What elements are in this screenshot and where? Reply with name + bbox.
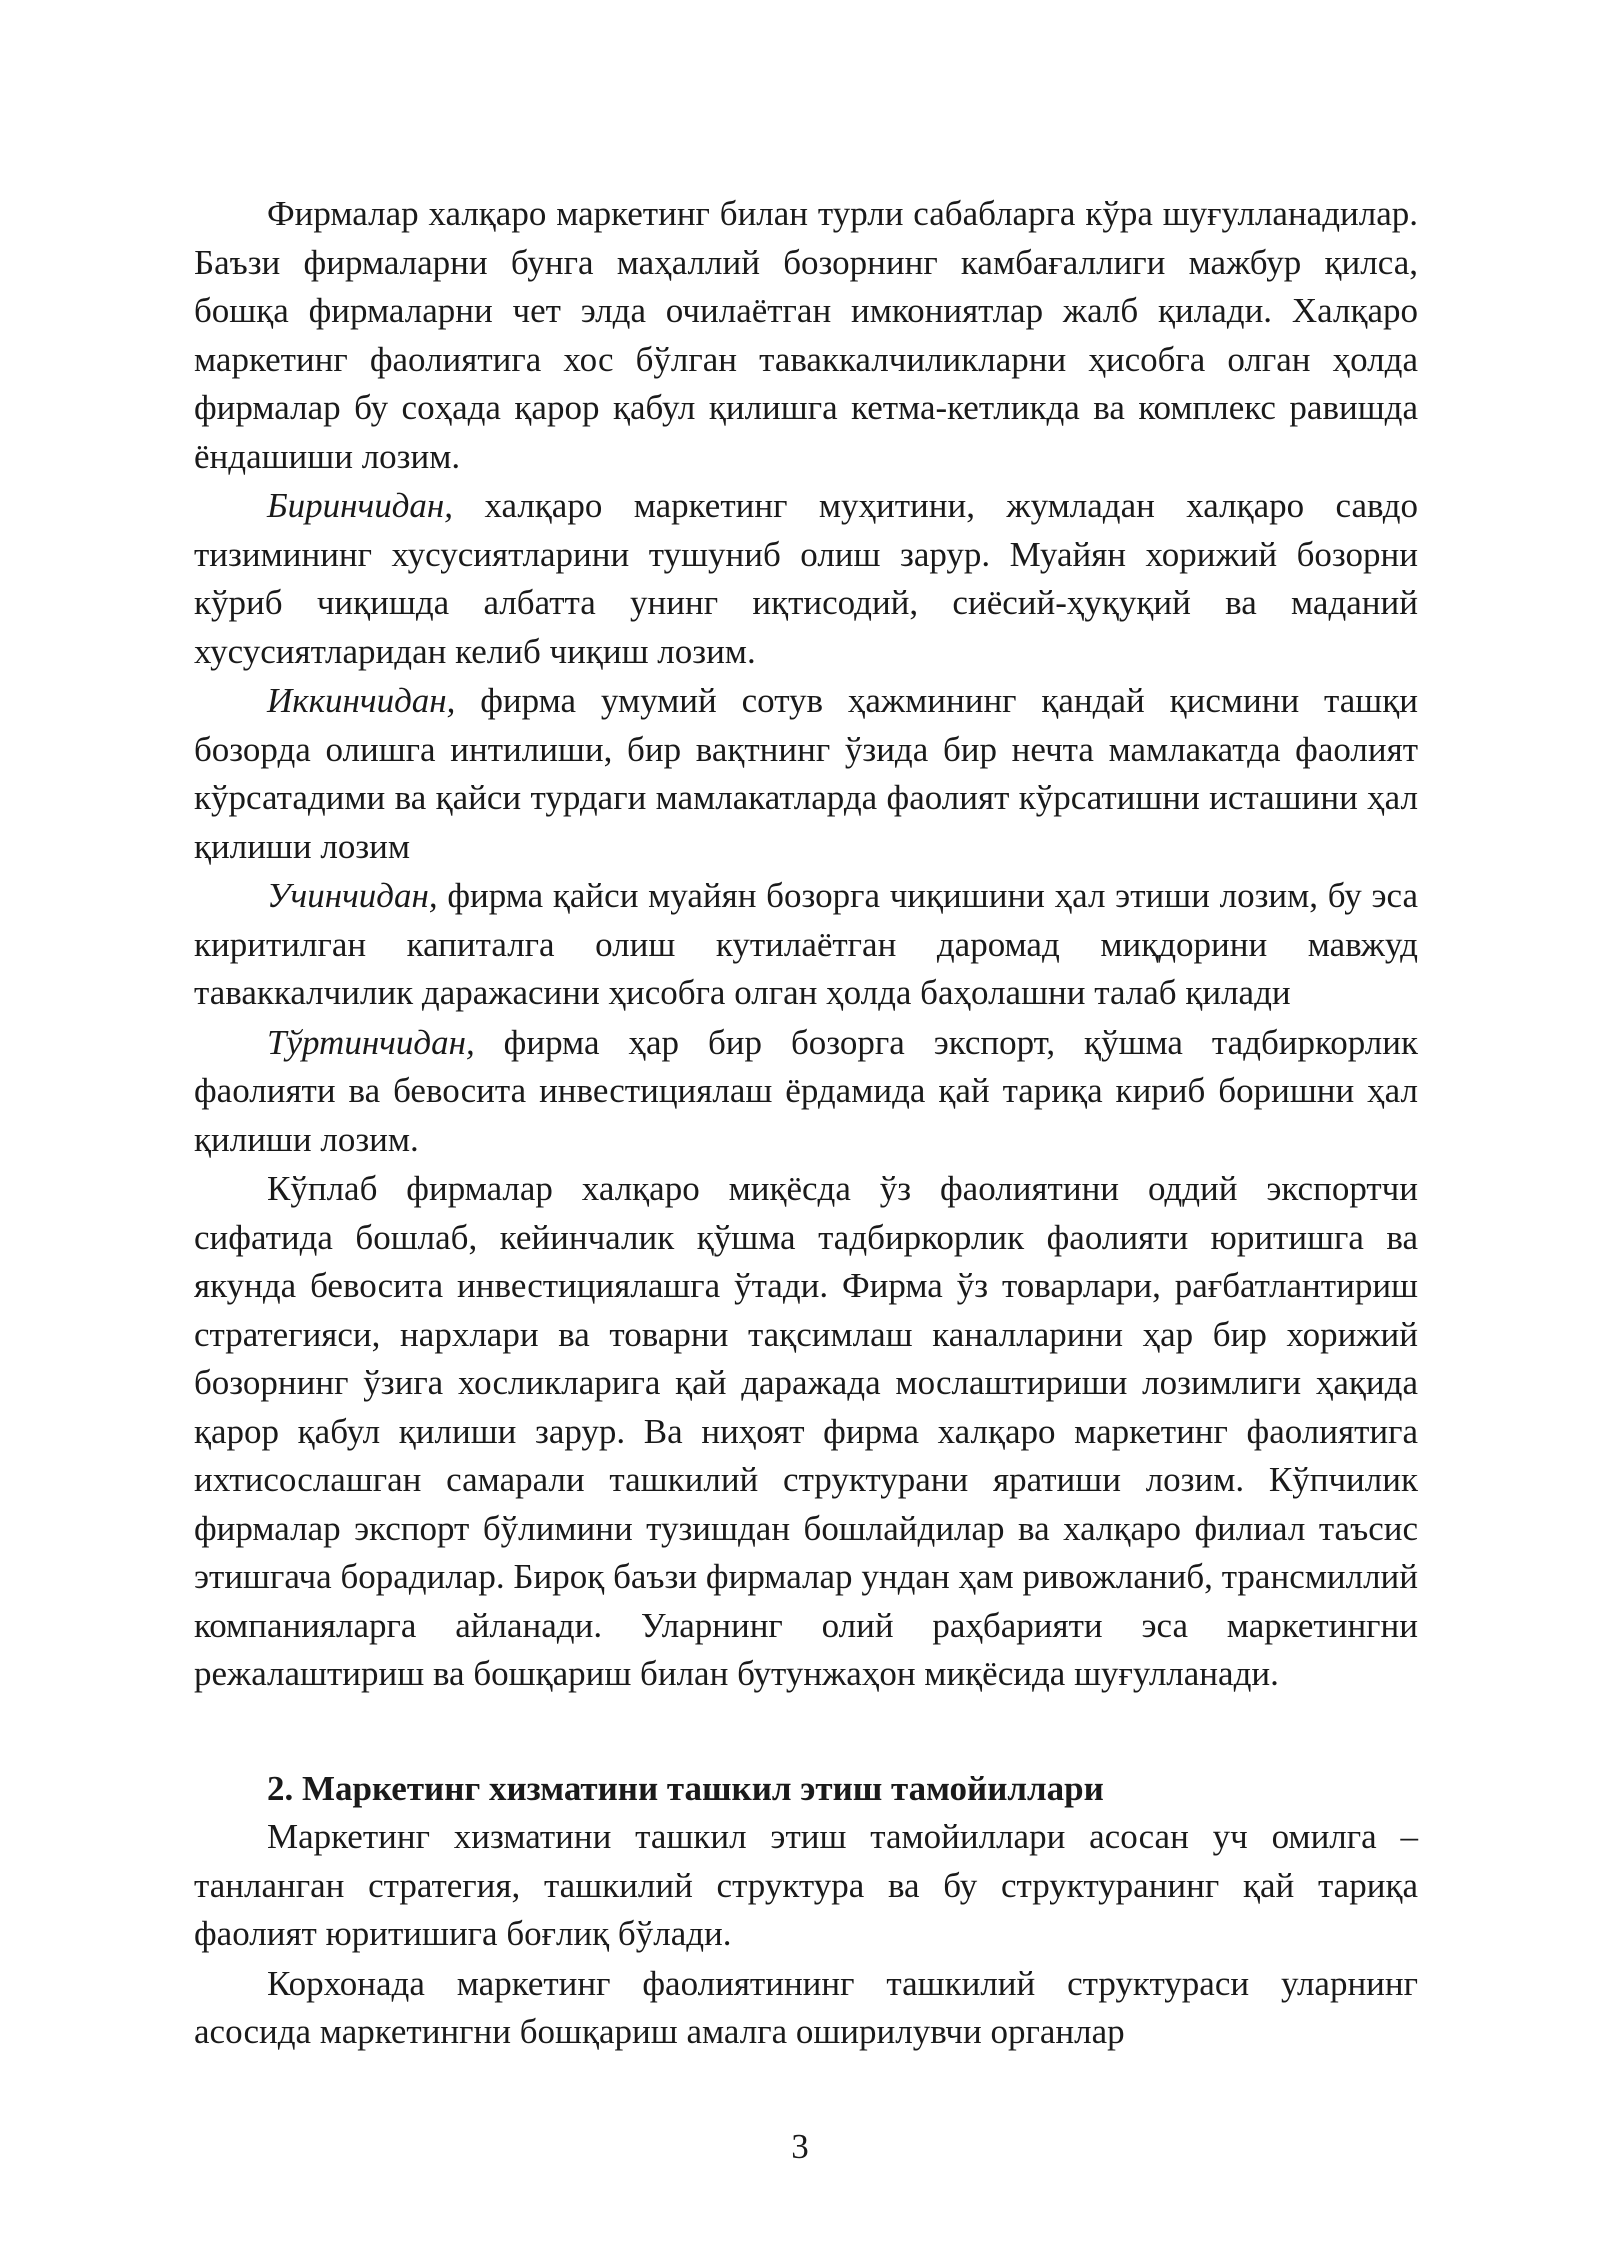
paragraph-lead: Иккинчидан,	[267, 681, 456, 720]
paragraph-text: фирма ҳар бир бозорга экспорт, қўшма тадбиркорлик фаолияти ва бевосита инвестициялаш ёрдамида қай тариқа кириб боришни ҳал қилиши лозим.	[194, 1022, 1418, 1159]
paragraph-text: Корхонада маркетинг фаолиятининг ташкилий структураси уларнинг асосида маркетингни бошқариш амалга оширилувчи органлар	[194, 1963, 1418, 2051]
paragraph-text: Фирмалар халқаро маркетинг билан турли сабабларга кўра шуғулланадилар. Баъзи фирмаларни бунга маҳаллий бозорнинг камбағаллиги мажбур қилса, бошқа фирмаларни чет элда очилаётган имкониятлар жалб қилади. Халқаро маркетинг фаолиятига хос бўлган таваккалчиликларни ҳисобга олган ҳолда фирмалар бу соҳада қарор қабул қилишга кетма-кетликда ва комплекс равишда ёндашиши лозим.	[194, 194, 1418, 476]
paragraph-third	[194, 872, 1418, 1018]
document-page	[194, 190, 1418, 2057]
paragraph-structure	[194, 1960, 1418, 2057]
paragraph-intro	[194, 190, 1418, 481]
paragraph-second	[194, 677, 1418, 871]
paragraph-first	[194, 482, 1418, 676]
paragraph-many-firms	[194, 1165, 1418, 1699]
paragraph-text: фирма умумий сотув ҳажмининг қандай қисмини ташқи бозорда олишга интилиши, бир вақтнинг ўзида бир нечта мамлакатда фаолият кўрсатадими ва қайси турдаги мамлакатларда фаолият кўрсатишни исташини ҳал қилиши лозим	[194, 681, 1418, 866]
paragraph-text: Кўплаб фирмалар халқаро миқёсда ўз фаолиятини оддий экспортчи сифатида бошлаб, кейинчалик қўшма тадбиркорлик фаолияти юритишга ва якунда бевосита инвестициялашга ўтади. Фирма ўз товарлари, рағбатлантириш стратегияси, нархлари ва товарни тақсимлаш каналларини ҳар бир хорижий бозорнинг ўзига хосликларига қай даражада мослаштириши лозимлиги ҳақида қарор қабул қилиши зарур. Ва ниҳоят фирма халқаро маркетинг фаолиятига ихтисослашган самарали ташкилий структурани яратиши лозим. Кўпчилик фирмалар экспорт бўлимини тузишдан бошлайдилар ва халқаро филиал таъсис этишгача борадилар. Бироқ баъзи фирмалар ундан ҳам ривожланиб, трансмиллий компанияларга айланади. Уларнинг олий раҳбарияти эса маркетингни режалаштириш ва бошқариш билан бутунжаҳон миқёсида шуғулланади.	[194, 1169, 1418, 1693]
paragraph-lead: Биринчидан,	[267, 486, 454, 525]
paragraph-principles	[194, 1813, 1418, 1959]
paragraph-fourth	[194, 1019, 1418, 1165]
paragraph-text: фирма қайси муайян бозорга чиқишини ҳал этиши лозим, бу эса киритилган капиталга олиш кутилаётган даромад миқдорини мавжуд таваккалчилик даражасини ҳисобга олган ҳолда баҳолашни талаб қилади	[194, 876, 1418, 1012]
paragraph-lead: Тўртинчидан,	[267, 1022, 475, 1062]
page-number: 3	[791, 2127, 809, 2166]
paragraph-text: Маркетинг хизматини ташкил этиш тамойиллари асосан уч омилга – танланган стратегия, ташкилий структура ва бу структуранинг қай тариқа фаолият юритишига боғлиқ бўлади.	[194, 1817, 1418, 1953]
paragraph-text: халқаро маркетинг муҳитини, жумладан халқаро савдо тизимининг хусусиятларини тушуниб олиш зарур. Муайян хорижий бозорни кўриб чиқишда албатта унинг иқтисодий, сиёсий-ҳуқуқий ва маданий хусусиятларидан келиб чиқиш лозим.	[194, 486, 1418, 671]
section-heading: 2. Маркетинг хизматини ташкил этиш тамойиллари	[267, 1768, 1104, 1808]
paragraph-lead: Учинчидан,	[267, 876, 438, 915]
